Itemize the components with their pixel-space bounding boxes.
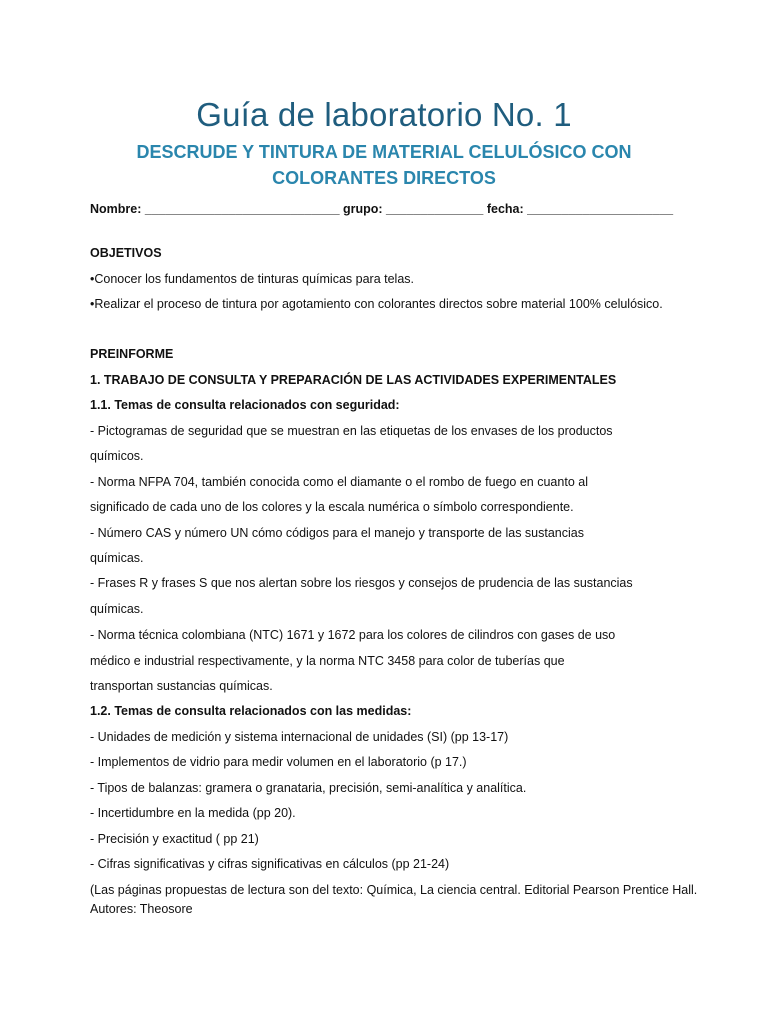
reference-note: (Las páginas propuestas de lectura son del texto: Química, La ciencia central. Editorial Pearson Prentice Hall. Autores: Theosore xyxy=(90,883,698,916)
consult-topic-line: químicos. xyxy=(90,449,144,463)
subtitle-line-2: COLORANTES DIRECTOS xyxy=(272,168,496,188)
student-info-line: Nombre: ____________________________ grupo: ______________ fecha: _____________________ xyxy=(90,202,674,216)
consult-topic-line: significado de cada uno de los colores y la escala numérica o símbolo correspondiente. xyxy=(90,500,574,514)
consult-topic-line: médico e industrial respectivamente, y la norma NTC 3458 para color de tuberías que xyxy=(90,654,565,668)
consult-topic-line: químicas. xyxy=(90,551,144,565)
page-title: Guía de laboratorio No. 1 xyxy=(196,96,572,133)
consult-topic-line: - Norma NFPA 704, también conocida como el diamante o el rombo de fuego en cuanto al xyxy=(90,475,588,489)
objective-item: •Realizar el proceso de tintura por agotamiento con colorantes directos sobre material 100% celulósico. xyxy=(90,297,663,311)
consult-topic-line: - Número CAS y número UN cómo códigos para el manejo y transporte de las sustancias xyxy=(90,526,584,540)
consult-topic-line: - Norma técnica colombiana (NTC) 1671 y 1672 para los colores de cilindros con gases de uso xyxy=(90,628,616,642)
consult-topic-line: - Frases R y frases S que nos alertan sobre los riesgos y consejos de prudencia de las sustancias xyxy=(90,576,633,590)
subsection-1-2-heading: 1.2. Temas de consulta relacionados con las medidas: xyxy=(90,704,412,718)
objetivos-heading: OBJETIVOS xyxy=(90,246,162,260)
preinforme-heading: PREINFORME xyxy=(90,347,174,361)
subtitle-line-1: DESCRUDE Y TINTURA DE MATERIAL CELULÓSICO CON xyxy=(136,142,632,162)
consult-topic-line: transportan sustancias químicas. xyxy=(90,679,273,693)
measurement-topic-line: - Implementos de vidrio para medir volumen en el laboratorio (p 17.) xyxy=(90,755,467,769)
consult-topic-line: químicas. xyxy=(90,602,144,616)
measurement-topic-line: - Incertidumbre en la medida (pp 20). xyxy=(90,806,296,820)
subsection-1-1-heading: 1.1. Temas de consulta relacionados con seguridad: xyxy=(90,398,400,412)
measurement-topic-line: - Cifras significativas y cifras significativas en cálculos (pp 21-24) xyxy=(90,857,450,871)
measurement-topic-line: - Unidades de medición y sistema internacional de unidades (SI) (pp 13-17) xyxy=(90,730,509,744)
measurement-topic-line: - Tipos de balanzas: gramera o granataria, precisión, semi-analítica y analítica. xyxy=(90,781,527,795)
objective-item: •Conocer los fundamentos de tinturas químicas para telas. xyxy=(90,272,414,286)
consult-topic-line: - Pictogramas de seguridad que se muestran en las etiquetas de los envases de los productos xyxy=(90,424,613,438)
section-1-heading: 1. TRABAJO DE CONSULTA Y PREPARACIÓN DE LAS ACTIVIDADES EXPERIMENTALES xyxy=(90,373,617,387)
measurement-topic-line: - Precisión y exactitud ( pp 21) xyxy=(90,832,259,846)
